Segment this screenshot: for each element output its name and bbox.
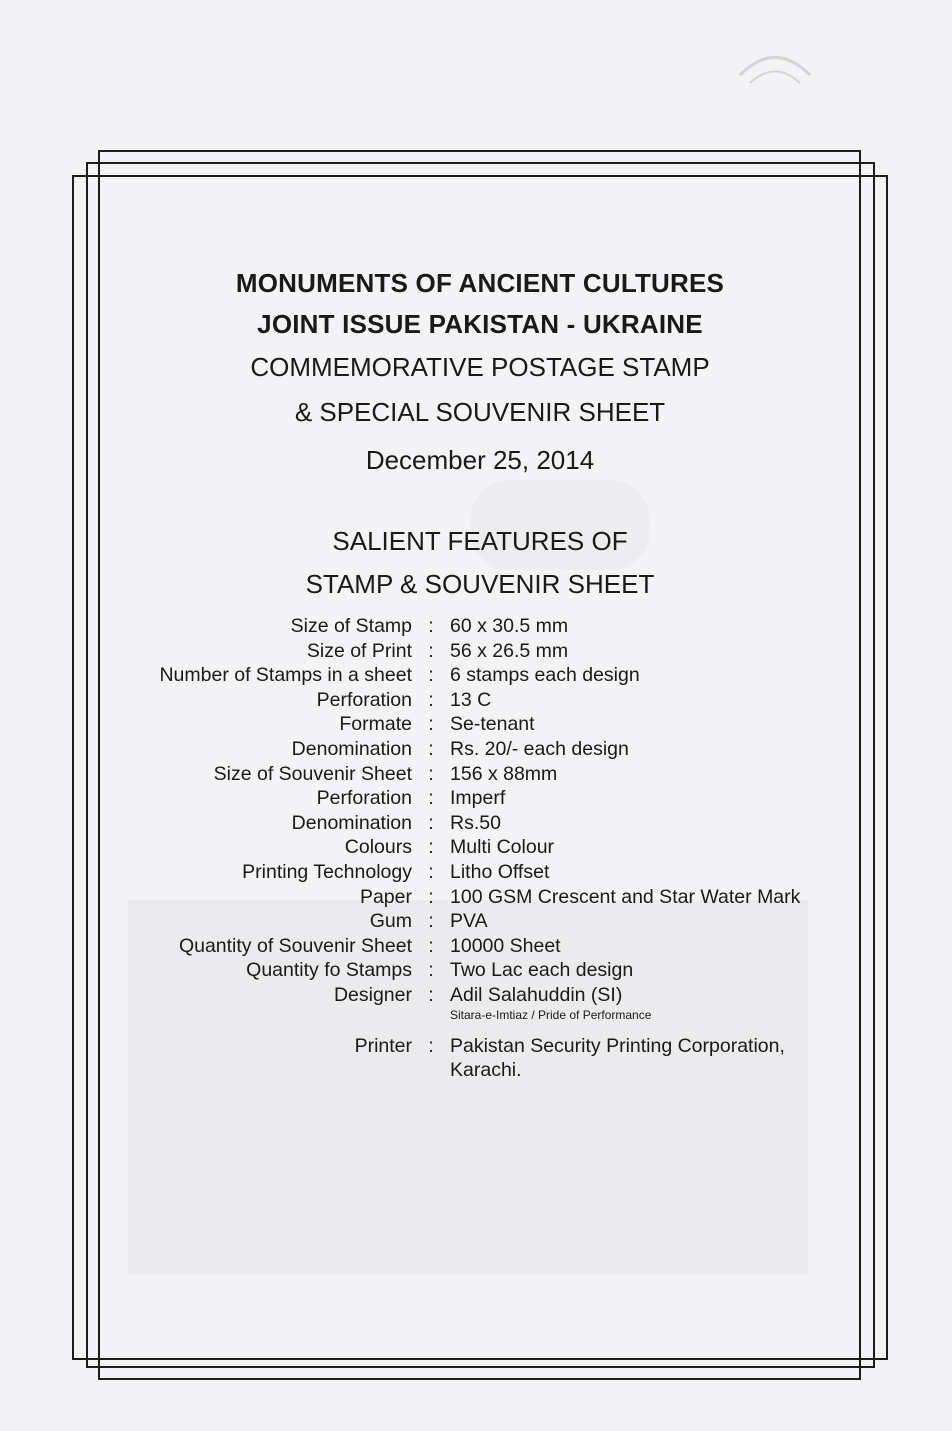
spec-row (72, 835, 872, 860)
spec-row (72, 762, 872, 787)
spec-value: Imperf (450, 787, 506, 810)
spec-colon: : (428, 713, 434, 736)
printer-line-1: Pakistan Security Printing Corporation, (450, 1034, 785, 1057)
spec-colon: : (428, 910, 434, 933)
spec-colon: : (428, 762, 434, 785)
printer-line-2: Karachi. (450, 1059, 522, 1082)
spec-colon: : (428, 983, 434, 1006)
spec-colon: : (428, 860, 434, 883)
spec-row (72, 909, 872, 934)
spec-value: 100 GSM Crescent and Star Water Mark (450, 885, 801, 908)
spec-row (72, 860, 872, 885)
spec-value: Rs.50 (450, 811, 501, 834)
specifications-list (72, 614, 872, 1083)
printer-row-2 (72, 1058, 872, 1083)
printer-label: Printer (354, 1034, 412, 1057)
title-line-1: MONUMENTS OF ANCIENT CULTURES (235, 268, 725, 298)
spec-label: Formate (339, 713, 412, 736)
spec-colon: : (428, 934, 434, 957)
spec-label: Designer (333, 983, 412, 1006)
spec-label: Size of Souvenir Sheet (213, 762, 412, 785)
spec-row (72, 958, 872, 983)
spec-value: PVA (450, 910, 488, 933)
designer-note-row (72, 1008, 872, 1024)
spec-row (72, 786, 872, 811)
spec-colon: : (428, 688, 434, 711)
spec-row (72, 737, 872, 762)
spec-value: Se-tenant (450, 713, 535, 736)
spec-colon: : (428, 836, 434, 859)
spec-label: Perforation (316, 688, 412, 711)
title-line-2: JOINT ISSUE PAKISTAN - UKRAINE (257, 309, 703, 339)
spec-label: Perforation (316, 787, 412, 810)
issue-date: December 25, 2014 (365, 445, 595, 475)
spec-colon: : (428, 737, 434, 760)
spec-row (72, 983, 872, 1008)
title-line-4: & SPECIAL SOUVENIR SHEET (294, 397, 666, 427)
spec-colon: : (428, 787, 434, 810)
spec-label: Size of Print (306, 639, 412, 662)
spec-value: 56 x 26.5 mm (450, 639, 569, 662)
spec-value: 156 x 88mm (450, 762, 558, 785)
spec-label: Colours (344, 836, 412, 859)
spec-label: Denomination (291, 811, 412, 834)
spec-label: Quantity of Souvenir Sheet (178, 934, 412, 957)
spec-label: Gum (369, 910, 412, 933)
spec-row (72, 712, 872, 737)
spec-label: Printing Technology (242, 860, 412, 883)
spec-value: Litho Offset (450, 860, 550, 883)
spec-colon: : (428, 811, 434, 834)
spec-colon: : (428, 959, 434, 982)
spec-colon: : (428, 885, 434, 908)
spec-label: Number of Stamps in a sheet (159, 664, 412, 687)
faint-emblem-icon (730, 35, 820, 105)
spec-colon: : (428, 664, 434, 687)
spec-value: Rs. 20/- each design (450, 737, 629, 760)
designer-note: Sitara-e-Imtiaz / Pride of Performance (450, 1007, 652, 1022)
spec-colon: : (428, 1034, 434, 1057)
section-heading-2: STAMP & SOUVENIR SHEET (305, 569, 655, 599)
spec-row (72, 639, 872, 664)
section-heading-1: SALIENT FEATURES OF (332, 526, 628, 556)
title-line-3: COMMEMORATIVE POSTAGE STAMP (250, 352, 710, 382)
spec-value: 10000 Sheet (450, 934, 561, 957)
spec-row (72, 663, 872, 688)
spec-value: 60 x 30.5 mm (450, 615, 569, 637)
spec-label: Quantity fo Stamps (246, 959, 412, 982)
spec-value: Multi Colour (450, 836, 555, 859)
spec-label: Denomination (291, 737, 412, 760)
spec-row (72, 811, 872, 836)
spec-row (72, 934, 872, 959)
spec-row (72, 614, 872, 639)
spec-colon: : (428, 639, 434, 662)
spec-value: 13 C (450, 688, 492, 711)
spec-colon: : (428, 615, 434, 637)
spec-value: 6 stamps each design (450, 664, 640, 687)
spec-value: Adil Salahuddin (SI) (450, 983, 623, 1006)
printer-row (72, 1034, 872, 1059)
spec-row (72, 688, 872, 713)
spec-value: Two Lac each design (450, 959, 634, 982)
spec-label: Size of Stamp (290, 615, 412, 637)
spec-label: Paper (359, 885, 412, 908)
spec-row (72, 885, 872, 910)
